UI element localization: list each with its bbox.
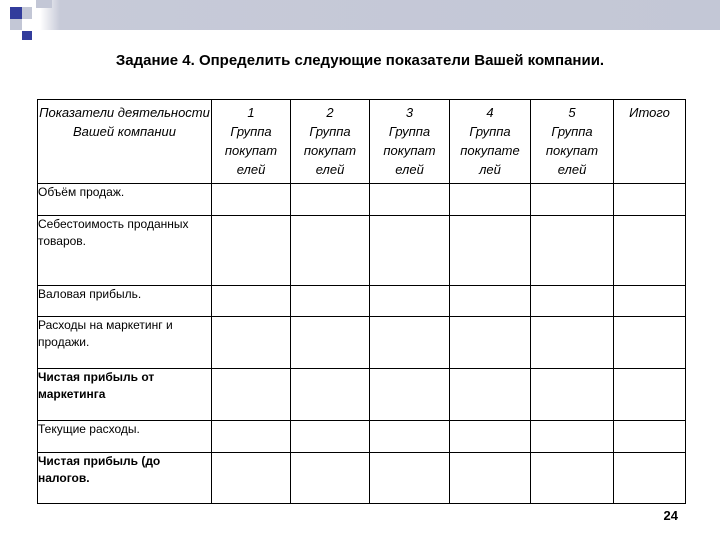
table-row (38, 453, 686, 504)
decorative-square (36, 0, 52, 8)
header-group-3: 3 Группа покупат елей (370, 100, 450, 184)
table-cell[interactable] (212, 286, 291, 317)
table-cell[interactable] (450, 453, 531, 504)
row-label: Объём продаж. (38, 184, 212, 216)
table-row (38, 421, 686, 453)
row-label: Валовая прибыль. (38, 286, 212, 317)
table-cell[interactable] (531, 369, 614, 421)
table-cell[interactable] (531, 216, 614, 286)
page-title: Задание 4. Определить следующие показатели Вашей компании. (115, 52, 605, 69)
table-cell[interactable] (531, 317, 614, 369)
header-total: Итого (614, 100, 686, 184)
header-group-4: 4 Группа покупате лей (450, 100, 531, 184)
header-indicators: Показатели деятельности Вашей компании (38, 100, 212, 184)
header-group-2: 2 Группа покупат елей (291, 100, 370, 184)
table-cell[interactable] (212, 369, 291, 421)
row-label: Расходы на маркетинг и продажи. (38, 317, 212, 369)
table-cell[interactable] (291, 286, 370, 317)
table-cell[interactable] (291, 421, 370, 453)
table-cell[interactable] (212, 317, 291, 369)
table-cell[interactable] (212, 453, 291, 504)
table-cell[interactable] (531, 286, 614, 317)
table-cell[interactable] (614, 317, 686, 369)
table-cell[interactable] (450, 286, 531, 317)
table-header-row (38, 100, 686, 184)
table-row (38, 286, 686, 317)
table-cell[interactable] (531, 421, 614, 453)
row-label: Текущие расходы. (38, 421, 212, 453)
divider (0, 30, 720, 31)
table-cell[interactable] (370, 453, 450, 504)
table-row (38, 317, 686, 369)
indicators-table (37, 99, 686, 504)
table-cell[interactable] (450, 421, 531, 453)
table-cell[interactable] (370, 421, 450, 453)
table-cell[interactable] (291, 317, 370, 369)
table-cell[interactable] (370, 369, 450, 421)
table-cell[interactable] (370, 216, 450, 286)
header-group-5: 5 Группа покупат елей (531, 100, 614, 184)
table-cell[interactable] (450, 369, 531, 421)
table-row (38, 184, 686, 216)
table-cell[interactable] (370, 184, 450, 216)
table-cell[interactable] (370, 286, 450, 317)
page-number: 24 (663, 508, 678, 523)
table-cell[interactable] (450, 317, 531, 369)
table-cell[interactable] (291, 369, 370, 421)
table-cell[interactable] (614, 421, 686, 453)
table-cell[interactable] (212, 216, 291, 286)
table-cell[interactable] (212, 184, 291, 216)
decorative-square (22, 7, 32, 19)
header-group-1: 1 Группа покупат елей (212, 100, 291, 184)
table-cell[interactable] (531, 453, 614, 504)
table-cell[interactable] (450, 184, 531, 216)
table-row (38, 369, 686, 421)
table-cell[interactable] (531, 184, 614, 216)
decorative-square (10, 7, 22, 19)
decorative-square (10, 19, 22, 30)
table-cell[interactable] (291, 453, 370, 504)
table-cell[interactable] (212, 421, 291, 453)
table-cell[interactable] (291, 184, 370, 216)
table-cell[interactable] (614, 184, 686, 216)
table-cell[interactable] (614, 286, 686, 317)
table-cell[interactable] (291, 216, 370, 286)
table-cell[interactable] (614, 453, 686, 504)
row-label: Чистая прибыль (до налогов. (38, 453, 212, 504)
table-row (38, 216, 686, 286)
decorative-square (22, 30, 32, 40)
decorative-header-bar (0, 0, 720, 30)
table-cell[interactable] (614, 369, 686, 421)
table-cell[interactable] (614, 216, 686, 286)
row-label: Себестоимость проданных товаров. (38, 216, 212, 286)
row-label: Чистая прибыль от маркетинга (38, 369, 212, 421)
table-cell[interactable] (370, 317, 450, 369)
table-cell[interactable] (450, 216, 531, 286)
